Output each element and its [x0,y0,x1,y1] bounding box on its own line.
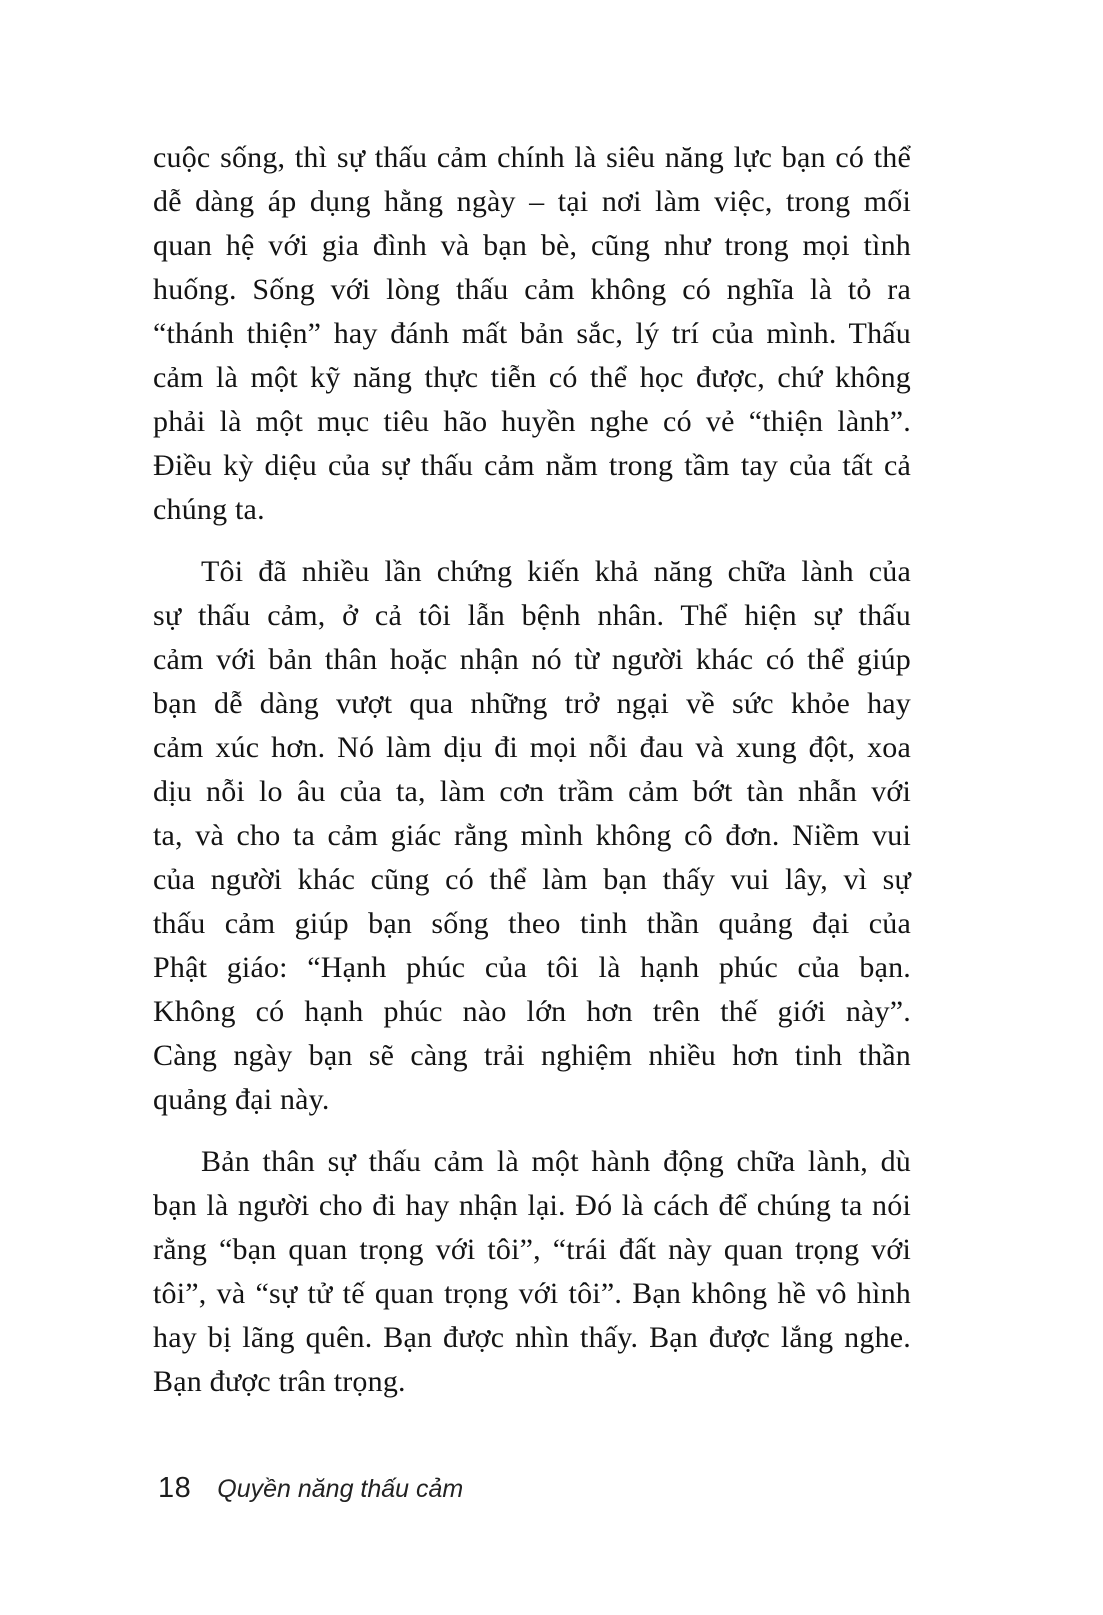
text-line: Phật giáo: “Hạnh phúc của tôi là hạnh phúc của bạn. [153,951,911,984]
text-line: cảm xúc hơn. Nó làm dịu đi mọi nỗi đau và xung đột, xoa [153,731,911,764]
body-text [153,136,911,1422]
paragraph [153,136,911,532]
text-line: cảm là một kỹ năng thực tiễn có thể học được, chứ không [153,361,911,394]
text-line: cuộc sống, thì sự thấu cảm chính là siêu năng lực bạn có thể [153,141,911,174]
text-line: quảng đại này. [153,1083,330,1116]
paragraph [153,550,911,1122]
text-line: Bạn được trân trọng. [153,1365,406,1398]
text-line: tôi”, và “sự tử tế quan trọng với tôi”. Bạn không hề vô hình [153,1277,911,1310]
text-line: sự thấu cảm, ở cả tôi lẫn bệnh nhân. Thể hiện sự thấu [153,599,911,632]
text-line: ta, và cho ta cảm giác rằng mình không cô đơn. Niềm vui [153,819,911,852]
text-line: huống. Sống với lòng thấu cảm không có nghĩa là tỏ ra [153,273,911,306]
text-line: phải là một mục tiêu hão huyền nghe có vẻ “thiện lành”. [153,405,911,438]
text-line: “thánh thiện” hay đánh mất bản sắc, lý trí của mình. Thấu [153,317,911,350]
text-line: Tôi đã nhiều lần chứng kiến khả năng chữa lành của [201,555,911,588]
text-line: dịu nỗi lo âu của ta, làm cơn trầm cảm bớt tàn nhẫn với [153,775,911,808]
text-line: quan hệ với gia đình và bạn bè, cũng như trong mọi tình [153,229,911,262]
text-line: hay bị lãng quên. Bạn được nhìn thấy. Bạn được lắng nghe. [153,1321,911,1354]
text-line: chúng ta. [153,493,265,526]
text-line: Không có hạnh phúc nào lớn hơn trên thế giới này”. [153,995,911,1028]
text-line: của người khác cũng có thể làm bạn thấy vui lây, vì sự [153,863,911,896]
running-title: Quyền năng thấu cảm [217,1475,464,1503]
text-line: bạn dễ dàng vượt qua những trở ngại về sức khỏe hay [153,687,911,720]
text-line: dễ dàng áp dụng hằng ngày – tại nơi làm việc, trong mối [153,185,911,218]
page-number: 18 [158,1472,192,1504]
text-line: bạn là người cho đi hay nhận lại. Đó là cách để chúng ta nói [153,1189,911,1222]
text-line: rằng “bạn quan trọng với tôi”, “trái đất này quan trọng với [153,1233,911,1266]
text-line: Điều kỳ diệu của sự thấu cảm nằm trong tầm tay của tất cả [153,449,911,482]
text-line: cảm với bản thân hoặc nhận nó từ người khác có thể giúp [153,643,911,676]
page-footer [158,1472,858,1505]
text-line: thấu cảm giúp bạn sống theo tinh thần quảng đại của [153,907,911,940]
paragraph [153,1140,911,1404]
text-line: Càng ngày bạn sẽ càng trải nghiệm nhiều hơn tinh thần [153,1039,911,1072]
text-line: Bản thân sự thấu cảm là một hành động chữa lành, dù [201,1145,911,1178]
